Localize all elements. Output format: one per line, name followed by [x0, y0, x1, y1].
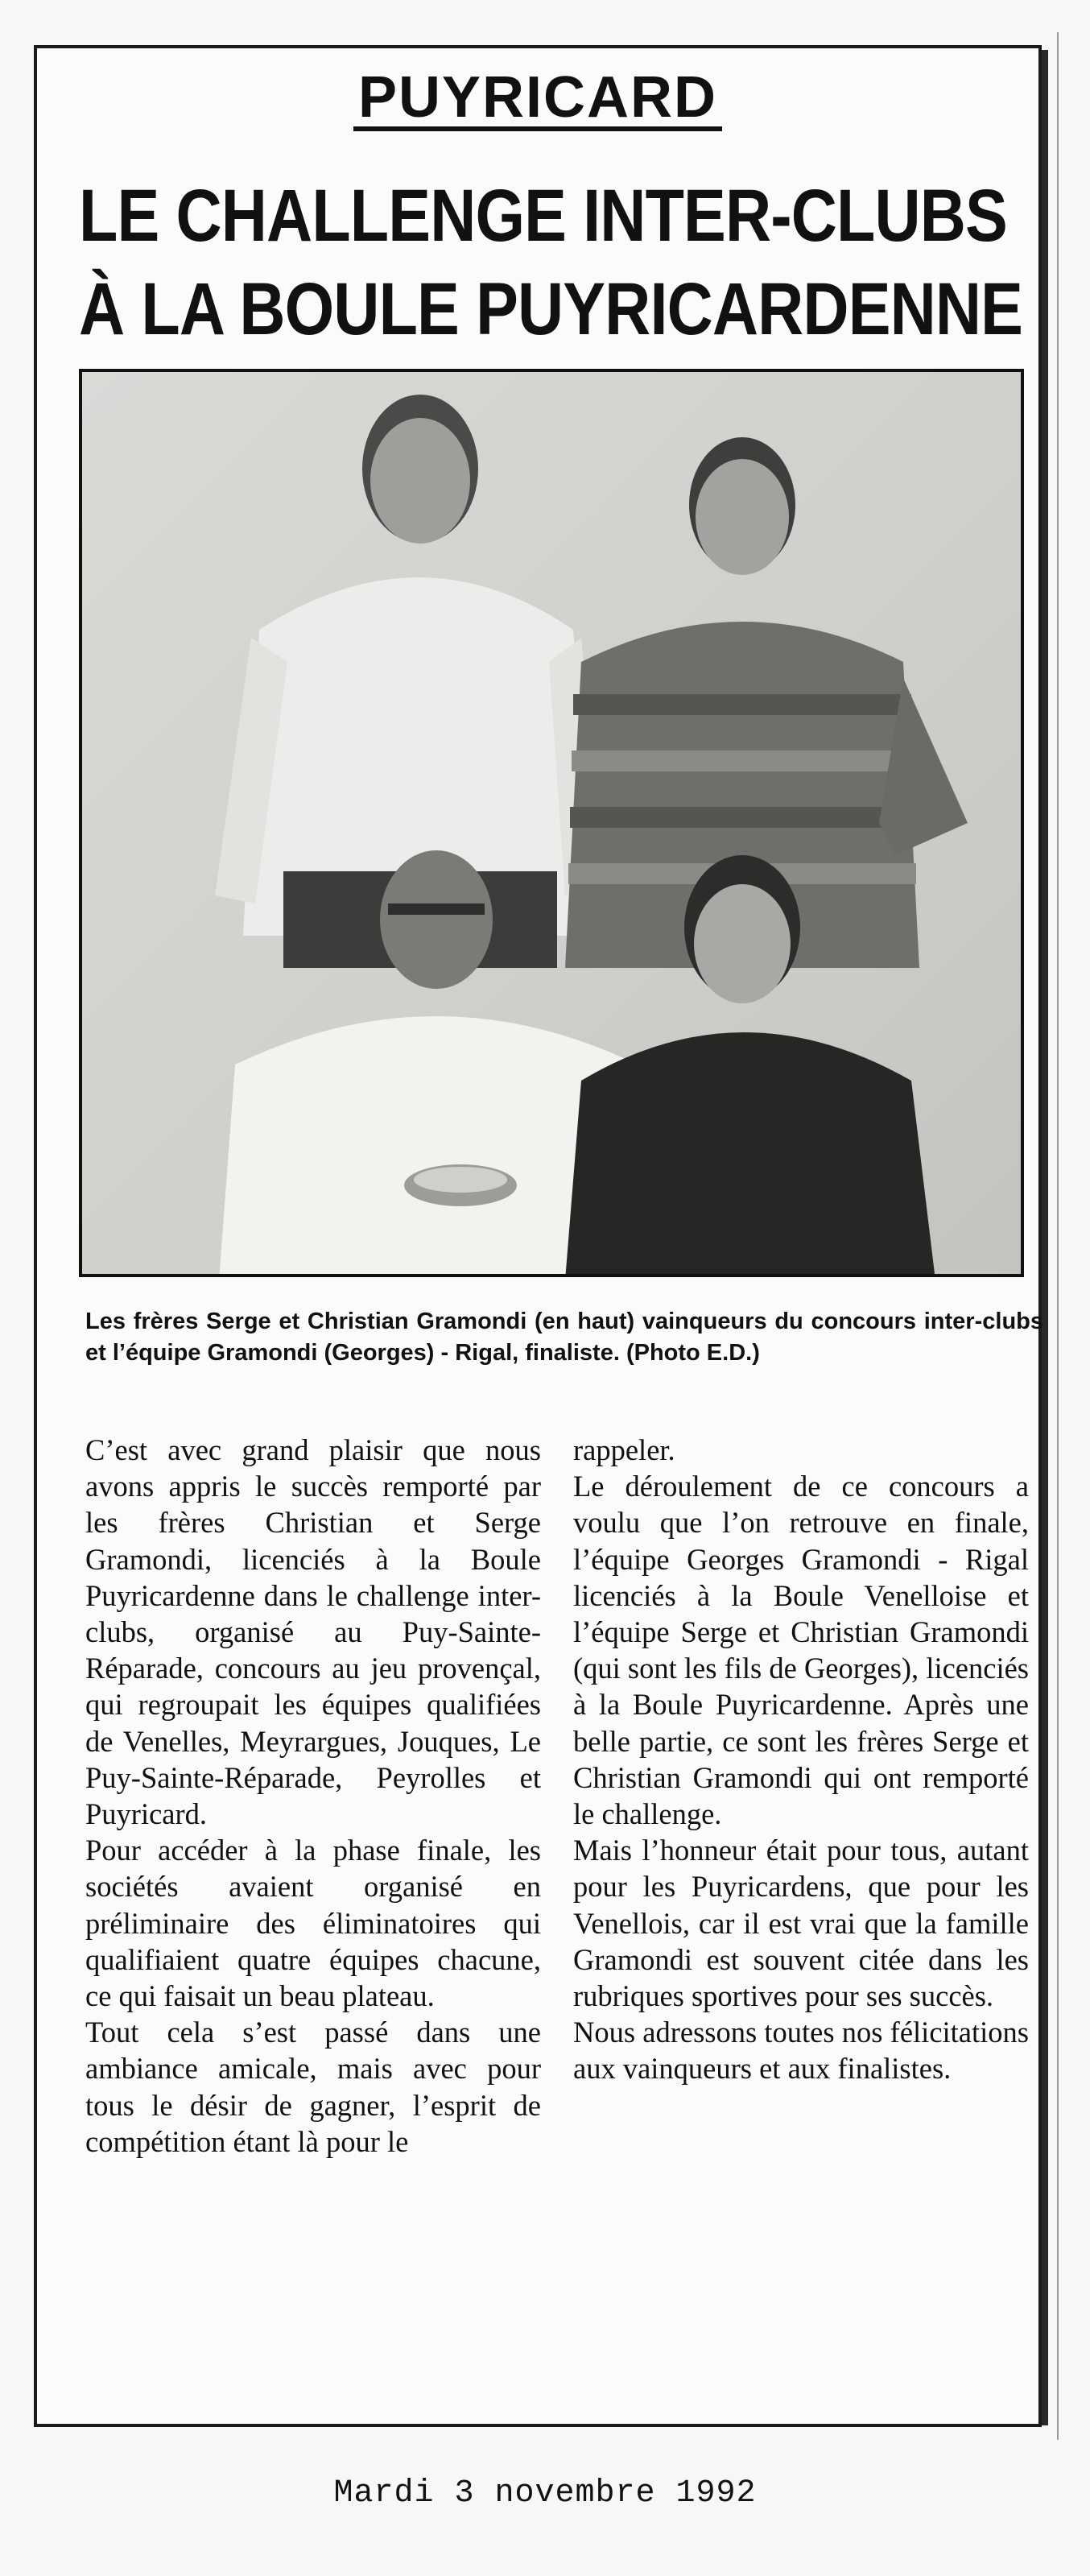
section-title: PUYRICARD — [37, 64, 1038, 131]
headline — [79, 169, 1023, 356]
article-column-right — [573, 1432, 1029, 2087]
paragraph: Nous adressons toutes nos félicitations aux vainqueurs et aux finalistes. — [573, 2016, 1029, 2086]
clipping-shadow — [1042, 50, 1048, 2425]
team-photo — [79, 369, 1024, 1277]
article-column-left — [85, 1432, 541, 2160]
paragraph: Mais l’honneur était pour tous, autant pour les Puyricardens, que pour les Venellois, car il est vrai que la famille Gramondi est souvent citée dans les rubriques sportives pour ses succès. — [573, 1834, 1029, 2013]
team-photo-illustration — [82, 372, 1024, 1277]
photo-caption: Les frères Serge et Christian Gramondi (en haut) vainqueurs du concours inter-clubs et l’équipe Gramondi (Georges) - Rigal, finaliste. (Photo E.D.) — [85, 1309, 1043, 1366]
paragraph: C’est avec grand plaisir que nous avons appris le succès remporté par les frères Christian et Serge Gramondi, licenciés à la Boule Puyricardenne dans le challenge inter-clubs, organisé au Puy-Sainte-Réparade, concours au jeu provençal, qui regroupait les équipes qualifiées de Venelles, Meyrargues, Jouques, Le Puy-Sainte-Réparade, Peyrolles et Puyricard. — [85, 1433, 541, 1831]
headline-line-1: LE CHALLENGE INTER-CLUBS — [79, 175, 1007, 257]
newspaper-clipping — [34, 45, 1042, 2427]
paragraph: Pour accéder à la phase finale, les sociétés avaient organisé en préliminaire des éliminatoires qui qualifiaient quatre équipes chacune, ce qui faisait un beau plateau. — [85, 1834, 541, 2013]
paragraph: Tout cela s’est passé dans une ambiance amicale, mais avec pour tous le désir de gagner, l’esprit de compétition étant là pour le — [85, 2016, 541, 2158]
headline-line-2: À LA BOULE PUYRICARDENNE — [79, 268, 1023, 350]
paragraph: rappeler. — [573, 1433, 675, 1466]
page-edge-line — [1057, 32, 1059, 2440]
publication-date: Mardi 3 novembre 1992 — [333, 2475, 757, 2512]
paragraph: Le déroulement de ce concours a voulu que l’on retrouve en finale, l’équipe Georges Gramondi - Rigal licenciés à la Boule Venelloise et l’équipe Serge et Christian Gramondi (qui sont les fils de Georges), licenciés à la Boule Puyricardenne. Après une belle partie, ce sont les frères Serge et Christian Gramondi qui ont remporté le challenge. — [573, 1470, 1029, 1831]
